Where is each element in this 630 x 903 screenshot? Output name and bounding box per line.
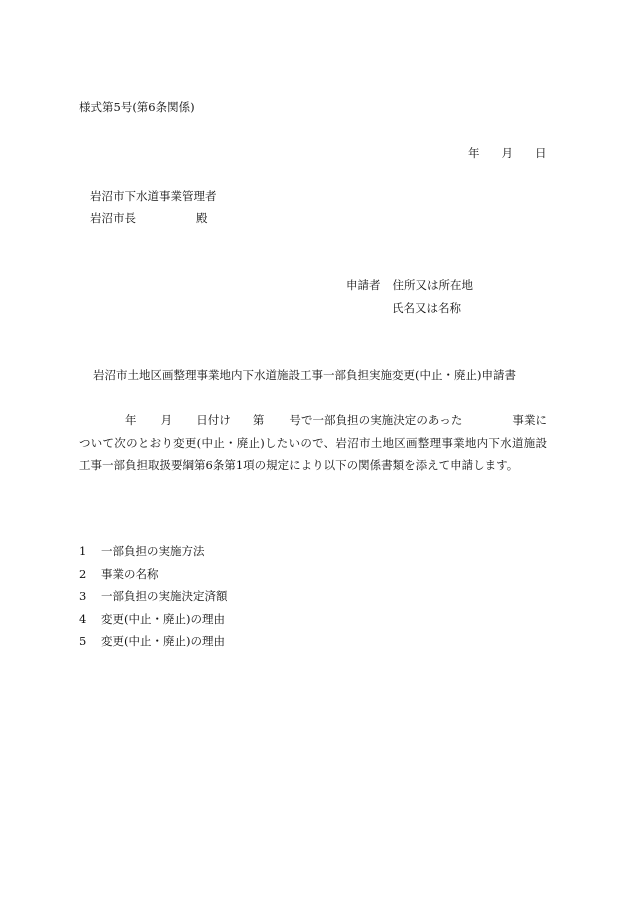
recipient-line-1: 岩沼市下水道事業管理者 (90, 189, 217, 203)
item-number: 2 (79, 566, 87, 581)
applicant-address-line (346, 277, 473, 293)
item-number: 3 (79, 589, 87, 603)
list-item (79, 566, 228, 589)
recipient-honorific: 殿 (196, 211, 208, 225)
date-year: 年 (468, 146, 480, 160)
applicant-name-label: 氏名又は名称 (392, 301, 461, 315)
body-number-suffix: 号で一部負担の実施決定のあった (289, 413, 463, 427)
date-day: 日 (535, 146, 547, 160)
date-month: 月 (501, 146, 513, 160)
body-project: 事 (512, 413, 524, 427)
attachment-list (79, 543, 228, 656)
list-item (79, 588, 228, 611)
body-text: 業について次のとおり変更(中止・廃止)したいので、岩沼市土地区画整理事業地内下水道施設工事一部負担取扱要綱第6条第1項の規定により以下の関係書類を添えて申請します。 (79, 413, 548, 472)
body-paragraph (79, 409, 547, 477)
item-number: 4 (79, 611, 87, 626)
list-item (79, 543, 228, 566)
list-item (79, 633, 228, 656)
applicant-address-label: 住所又は所在地 (392, 278, 473, 292)
document-title: 岩沼市土地区画整理事業地内下水道施設工事一部負担実施変更(中止・廃止)申請書 (93, 368, 516, 382)
item-label: 変更(中止・廃止)の理由 (101, 634, 225, 648)
item-label: 事業の名称 (101, 566, 159, 581)
body-dated: 日付け (196, 413, 231, 427)
item-label: 一部負担の実施決定済額 (101, 589, 228, 603)
recipient-line-2 (90, 210, 208, 226)
recipient-mayor: 岩沼市長 (90, 211, 136, 225)
item-label: 一部負担の実施方法 (101, 544, 205, 558)
item-number: 1 (79, 544, 87, 558)
body-number-prefix: 第 (252, 413, 265, 427)
item-number: 5 (79, 634, 87, 648)
body-year: 年 (125, 413, 137, 427)
date-line (468, 145, 547, 161)
body-month: 月 (160, 413, 173, 427)
item-label: 変更(中止・廃止)の理由 (101, 611, 225, 626)
applicant-label: 申請者 (346, 278, 381, 292)
list-item (79, 611, 228, 634)
form-number: 様式第5号(第6条関係) (79, 100, 195, 114)
